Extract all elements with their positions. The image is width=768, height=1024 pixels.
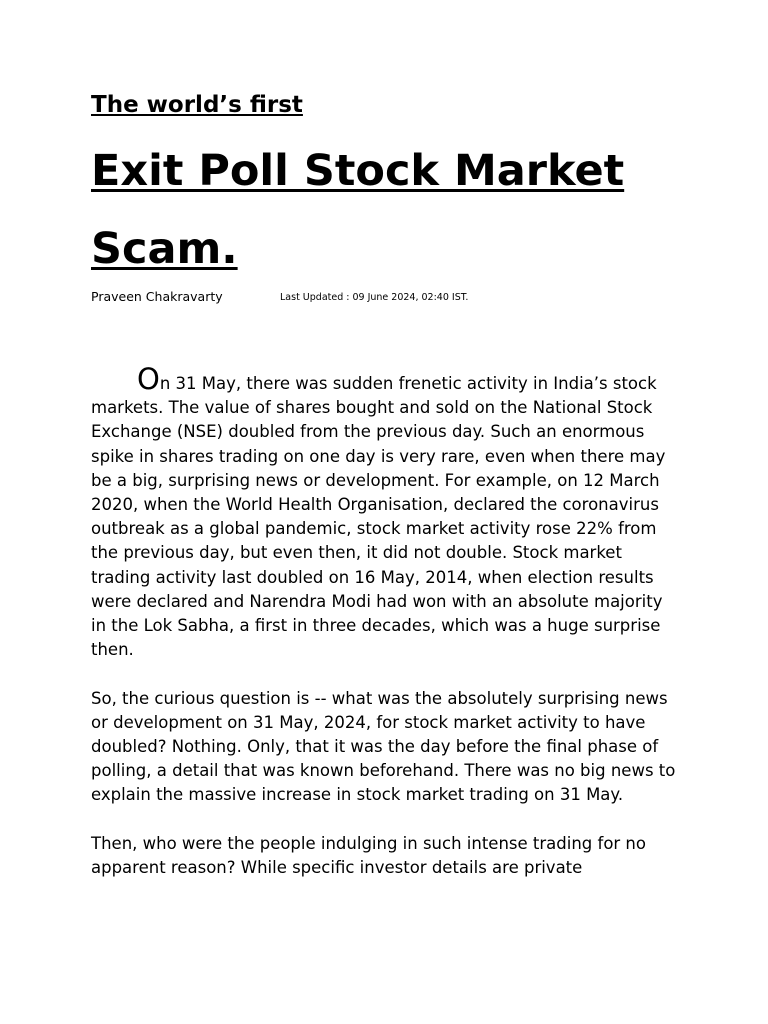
author-name: Praveen Chakravarty	[91, 289, 223, 304]
article-body	[91, 362, 681, 904]
last-updated: Last Updated : 09 June 2024, 02:40 IST.	[280, 292, 469, 303]
byline	[91, 289, 691, 309]
drop-cap: O	[137, 362, 160, 396]
article-title: Exit Poll Stock Market Scam.	[91, 146, 625, 274]
paragraph-2: So, the curious question is -- what was the absolutely surprising news or development on 31 May, 2024, for stock market activity to have doubled? Nothing. Only, that it was the day before the final phase of polling, a detail that was known beforehand. There was no big news to explain the massive increase in stock market trading on 31 May.	[91, 688, 676, 805]
paragraph-3: Then, who were the people indulging in such intense trading for no apparent reason? While specific investor details are private	[91, 833, 646, 878]
paragraph-1-text: n 31 May, there was sudden frenetic activity in India’s stock markets. The value of shares bought and sold on the National Stock Exchange (NSE) doubled from the previous day. Such an enormous spike in shares trading on one day is very rare, even when there may be a big, surprising news or development. For example, on 12 March 2020, when the World Health Organisation, declared the coronavirus outbreak as a global pandemic, stock market activity rose 22% from the previous day, but even then, it did not double. Stock market trading activity last doubled on 16 May, 2014, when election results were declared and Narendra Modi had won with an absolute majority in the Lok Sabha, a first in three decades, which was a huge surprise then.	[91, 374, 666, 660]
article-kicker: The world’s first	[91, 92, 303, 118]
paragraph-1	[91, 362, 681, 662]
